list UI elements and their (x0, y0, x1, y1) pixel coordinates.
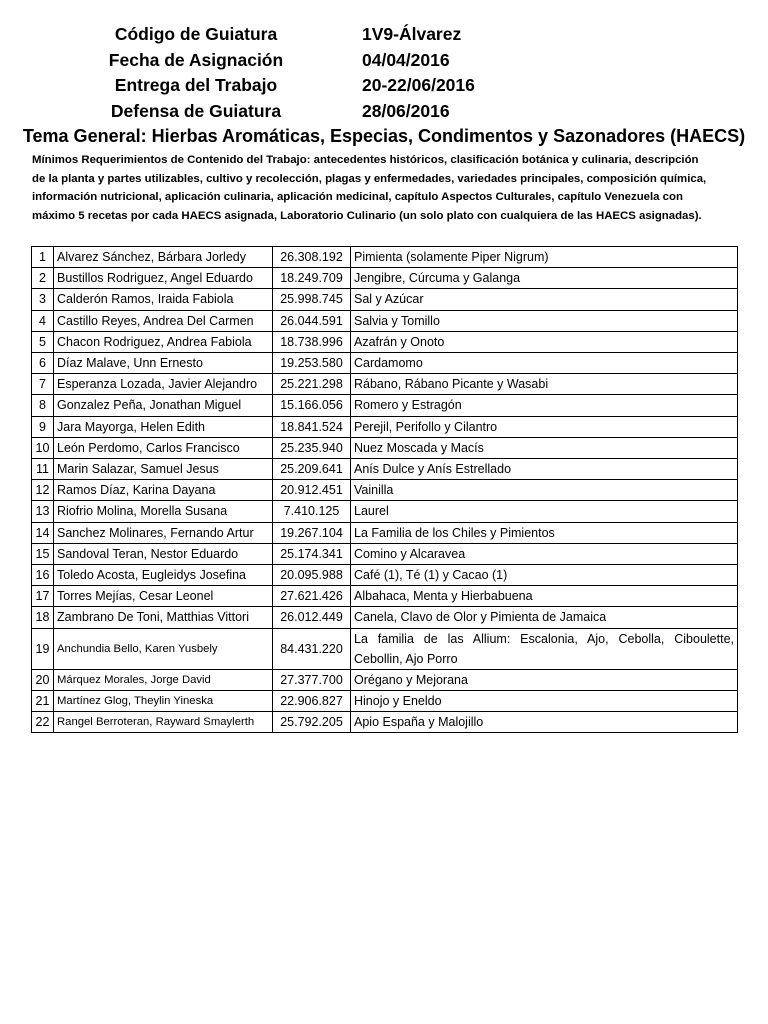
student-id: 25.792.205 (273, 712, 351, 733)
table-row (32, 310, 738, 331)
header-value: 1V9-Álvarez (362, 24, 462, 44)
assigned-topic: Orégano y Mejorana (351, 669, 738, 690)
student-id: 84.431.220 (273, 628, 351, 669)
student-id: 20.912.451 (273, 480, 351, 501)
assigned-topic: Perejil, Perifollo y Cilantro (351, 416, 738, 437)
table-row (32, 268, 738, 289)
table-row (32, 395, 738, 416)
header-value: 04/04/2016 (362, 49, 450, 70)
assigned-topic: Salvia y Tomillo (351, 310, 738, 331)
student-id: 27.621.426 (273, 586, 351, 607)
header-row-defense-date (0, 99, 768, 125)
row-number: 14 (32, 522, 54, 543)
row-number: 3 (32, 289, 54, 310)
row-number: 20 (32, 669, 54, 690)
student-name: León Perdomo, Carlos Francisco (54, 437, 273, 458)
student-name: Riofrio Molina, Morella Susana (54, 501, 273, 522)
requirements-line: información nutricional, aplicación culinaria, aplicación medicinal, capítulo Aspectos Culturales, capítulo Venezuela con (32, 191, 683, 204)
table-row (32, 543, 738, 564)
row-number: 17 (32, 586, 54, 607)
row-number: 10 (32, 437, 54, 458)
student-id: 25.209.641 (273, 459, 351, 480)
student-name: Ramos Díaz, Karina Dayana (54, 480, 273, 501)
header-label: Entrega del Trabajo (114, 75, 278, 95)
table-row (32, 628, 738, 669)
student-id: 26.044.591 (273, 310, 351, 331)
header-label: Fecha de Asignación (108, 49, 284, 70)
student-name: Martínez Glog, Theylin Yineska (54, 690, 273, 711)
row-number: 12 (32, 480, 54, 501)
row-number: 6 (32, 353, 54, 374)
assigned-topic: Comino y Alcaravea (351, 543, 738, 564)
assigned-topic: Cardamomo (351, 353, 738, 374)
student-id: 19.253.580 (273, 353, 351, 374)
table-body (32, 247, 738, 733)
assigned-topic: Anís Dulce y Anís Estrellado (351, 459, 738, 480)
student-name: Anchundia Bello, Karen Yusbely (54, 628, 273, 669)
requirements-line: máximo 5 recetas por cada HAECS asignada, Laboratorio Culinario (un solo plato con cualquiera de las HAECS asignadas). (32, 209, 702, 222)
student-id: 20.095.988 (273, 565, 351, 586)
assigned-topic: Nuez Moscada y Macís (351, 437, 738, 458)
assigned-topic: Rábano, Rábano Picante y Wasabi (351, 374, 738, 395)
row-number: 15 (32, 543, 54, 564)
header-value: 28/06/2016 (362, 100, 450, 121)
header-label: Defensa de Guiatura (110, 100, 282, 121)
student-id: 19.267.104 (273, 522, 351, 543)
student-name: Bustillos Rodriguez, Angel Eduardo (54, 268, 273, 289)
table-row (32, 669, 738, 690)
assigned-topic: La familia de las Allium: Escalonia, Ajo, Cebolla, Ciboulette, Cebollin, Ajo Porro (351, 628, 738, 669)
student-name: Alvarez Sánchez, Bárbara Jorledy (54, 247, 273, 268)
assigned-topic: Sal y Azúcar (351, 289, 738, 310)
assigned-topic: La Familia de los Chiles y Pimientos (351, 522, 738, 543)
student-name: Zambrano De Toni, Matthias Vittori (54, 607, 273, 628)
student-name: Chacon Rodriguez, Andrea Fabiola (54, 331, 273, 352)
student-id: 18.249.709 (273, 268, 351, 289)
table-row (32, 522, 738, 543)
table-row (32, 712, 738, 733)
row-number: 19 (32, 628, 54, 669)
header-row-assignment-date (0, 48, 768, 74)
assigned-topic: Canela, Clavo de Olor y Pimienta de Jamaica (351, 607, 738, 628)
row-number: 11 (32, 459, 54, 480)
row-number: 16 (32, 565, 54, 586)
table-row (32, 607, 738, 628)
table-row (32, 459, 738, 480)
table-row (32, 437, 738, 458)
row-number: 7 (32, 374, 54, 395)
general-topic-title: Tema General: Hierbas Aromáticas, Especias, Condimentos y Sazonadores (HAECS) (22, 126, 746, 146)
student-id: 18.738.996 (273, 331, 351, 352)
student-id: 26.308.192 (273, 247, 351, 268)
student-id: 18.841.524 (273, 416, 351, 437)
row-number: 13 (32, 501, 54, 522)
assigned-topic: Vainilla (351, 480, 738, 501)
student-assignment-table (31, 246, 738, 733)
student-name: Esperanza Lozada, Javier Alejandro (54, 374, 273, 395)
table-row (32, 247, 738, 268)
student-id: 25.174.341 (273, 543, 351, 564)
requirements-line: Mínimos Requerimientos de Contenido del Trabajo: antecedentes históricos, clasificación botánica y culinaria, descripción (32, 154, 699, 166)
row-number: 4 (32, 310, 54, 331)
table-row (32, 416, 738, 437)
row-number: 2 (32, 268, 54, 289)
header-row-delivery-date (0, 73, 768, 99)
student-id: 26.012.449 (273, 607, 351, 628)
row-number: 18 (32, 607, 54, 628)
header-info (0, 22, 768, 124)
student-id: 22.906.827 (273, 690, 351, 711)
student-id: 7.410.125 (273, 501, 351, 522)
table-row (32, 353, 738, 374)
student-name: Sandoval Teran, Nestor Eduardo (54, 543, 273, 564)
requirements-line: de la planta y partes utilizables, cultivo y recolección, plagas y enfermedades, variedades principales, composición química, (32, 172, 707, 185)
content-requirements (32, 151, 742, 225)
student-id: 15.166.056 (273, 395, 351, 416)
assigned-topic: Hinojo y Eneldo (351, 690, 738, 711)
row-number: 22 (32, 712, 54, 733)
student-id: 27.377.700 (273, 669, 351, 690)
header-value: 20-22/06/2016 (362, 75, 475, 95)
student-name: Rangel Berroteran, Rayward Smaylerth (54, 712, 273, 733)
header-label: Código de Guiatura (114, 24, 278, 44)
student-id: 25.998.745 (273, 289, 351, 310)
student-name: Díaz Malave, Unn Ernesto (54, 353, 273, 374)
row-number: 8 (32, 395, 54, 416)
assigned-topic: Azafrán y Onoto (351, 331, 738, 352)
student-name: Toledo Acosta, Eugleidys Josefina (54, 565, 273, 586)
table-row (32, 331, 738, 352)
table-row (32, 289, 738, 310)
assigned-topic: Pimienta (solamente Piper Nigrum) (351, 247, 738, 268)
assigned-topic: Laurel (351, 501, 738, 522)
table-row (32, 374, 738, 395)
row-number: 1 (32, 247, 54, 268)
student-name: Calderón Ramos, Iraida Fabiola (54, 289, 273, 310)
student-name: Torres Mejías, Cesar Leonel (54, 586, 273, 607)
row-number: 21 (32, 690, 54, 711)
student-id: 25.235.940 (273, 437, 351, 458)
table-row (32, 480, 738, 501)
table-row (32, 565, 738, 586)
assigned-topic: Romero y Estragón (351, 395, 738, 416)
assigned-topic: Jengibre, Cúrcuma y Galanga (351, 268, 738, 289)
row-number: 9 (32, 416, 54, 437)
table-row (32, 690, 738, 711)
row-number: 5 (32, 331, 54, 352)
student-name: Jara Mayorga, Helen Edith (54, 416, 273, 437)
student-name: Sanchez Molinares, Fernando Artur (54, 522, 273, 543)
student-name: Marin Salazar, Samuel Jesus (54, 459, 273, 480)
student-name: Márquez Morales, Jorge David (54, 669, 273, 690)
student-id: 25.221.298 (273, 374, 351, 395)
student-name: Gonzalez Peña, Jonathan Miguel (54, 395, 273, 416)
assigned-topic: Café (1), Té (1) y Cacao (1) (351, 565, 738, 586)
assigned-topic: Apio España y Malojillo (351, 712, 738, 733)
header-row-code (0, 22, 768, 48)
table-row (32, 501, 738, 522)
table-row (32, 586, 738, 607)
student-name: Castillo Reyes, Andrea Del Carmen (54, 310, 273, 331)
assigned-topic: Albahaca, Menta y Hierbabuena (351, 586, 738, 607)
